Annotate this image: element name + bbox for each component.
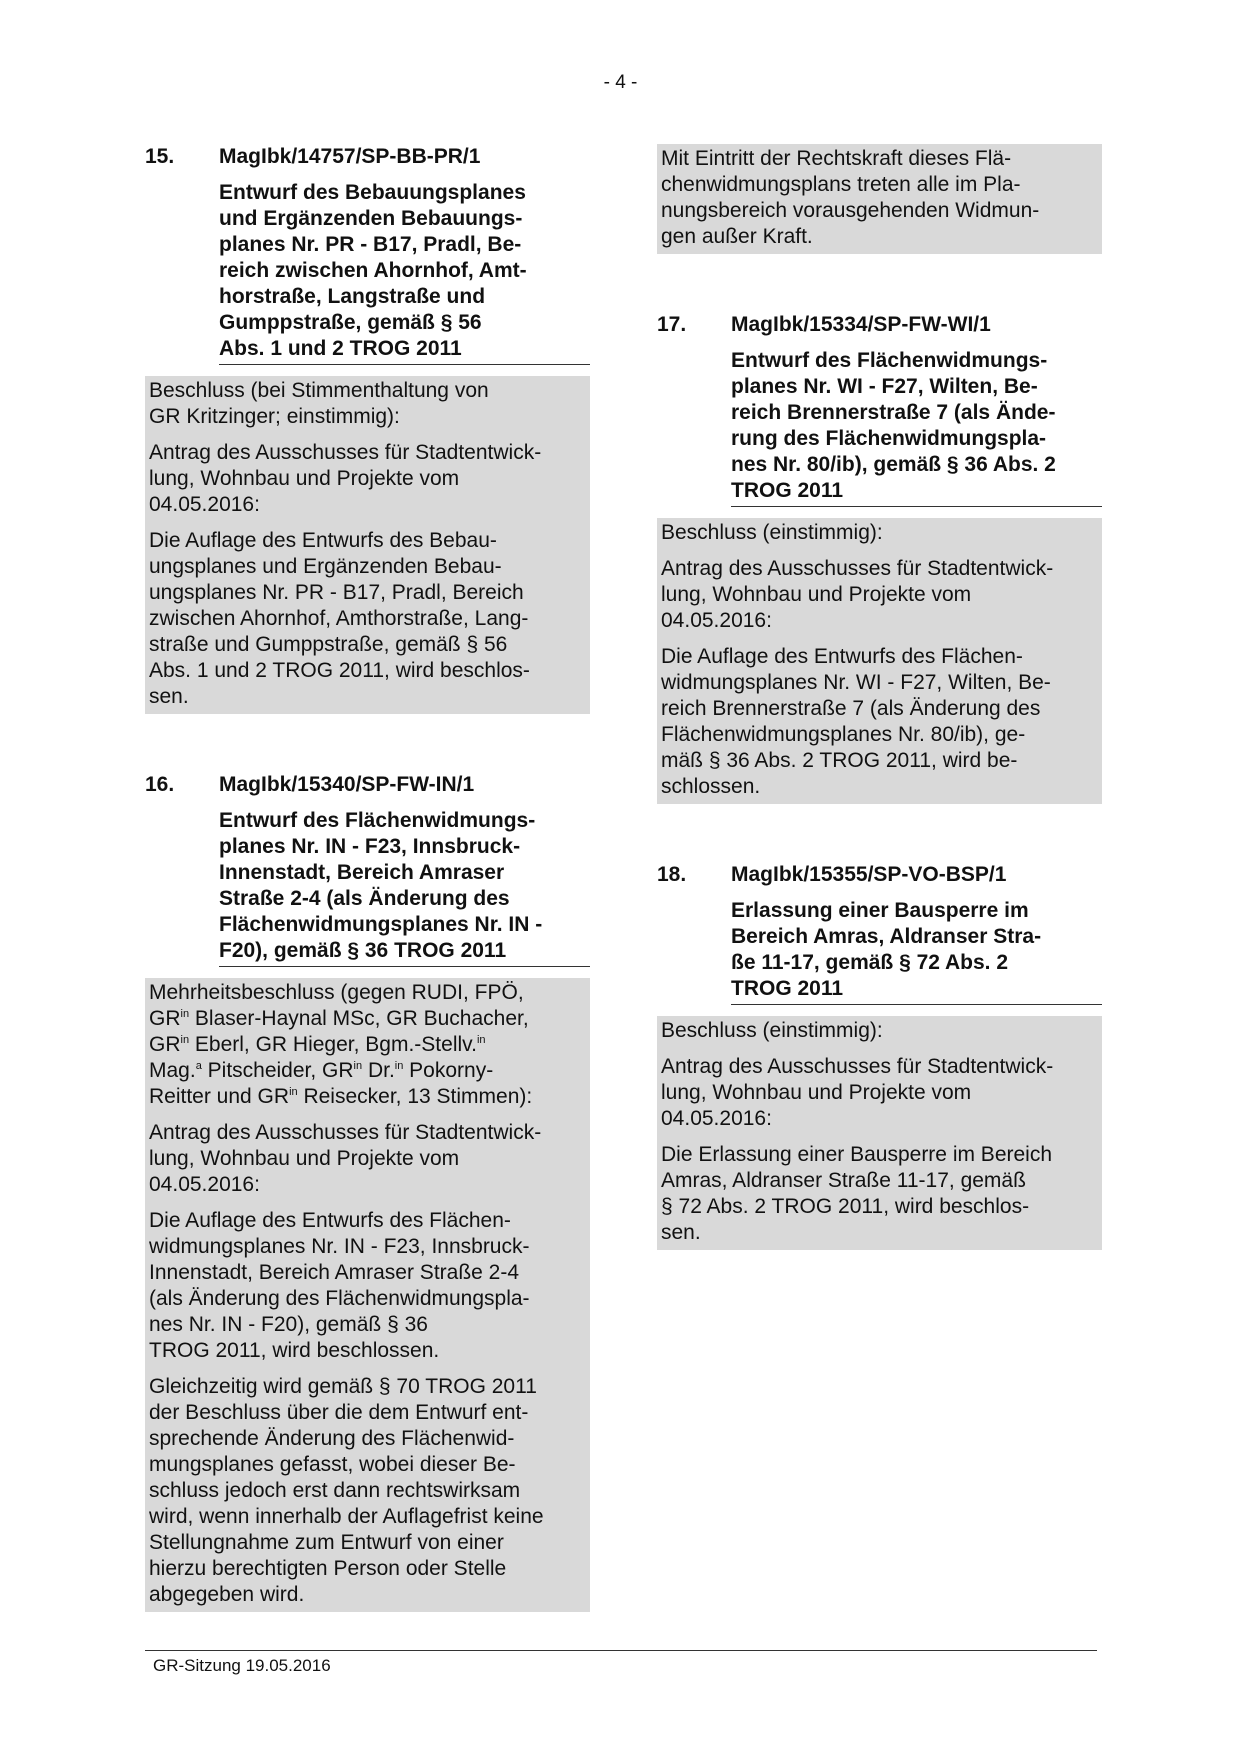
item-header: [657, 862, 1102, 888]
item-reference: MagIbk/15355/SP-VO-BSP/1: [731, 863, 1007, 886]
subject-line: TROG 2011: [731, 977, 844, 1000]
resolution-text: Die Auflage des Entwurfs des Bebau- ungsplanes und Ergänzenden Bebau- ungsplanes Nr. PR - B17, Pradl, Bereich zwischen Ahornhof, Amthorstraße, Lang- straße und Gumppstraße, gemäß § 56 Abs. 1 und 2 TROG 2011, wird beschlos- sen.: [149, 529, 530, 708]
subject-line: planes Nr. IN - F23, Innsbruck-: [219, 835, 521, 858]
agenda-item-16: [145, 772, 590, 1612]
resolution-text: Die Auflage des Entwurfs des Flächen- widmungsplanes Nr. WI - F27, Wilten, Be- reich Brennerstraße 7 (als Änderung des Flächenwidmungsplanes Nr. 80/ib), ge- mäß § 36 Abs. 2 TROG 2011, wird be- schlossen.: [661, 645, 1051, 798]
decision-box: [145, 978, 590, 1612]
subject-line: TROG 2011: [731, 479, 844, 502]
item-reference: MagIbk/15334/SP-FW-WI/1: [731, 313, 991, 336]
item-reference: MagIbk/14757/SP-BB-PR/1: [219, 145, 481, 168]
resolution-text: Die Auflage des Entwurfs des Flächen- widmungsplanes Nr. IN - F23, Innsbruck- Innenstadt, Bereich Amraser Straße 2-4 (als Änderung des Flächenwidmungspla- nes Nr. IN - F20), gemäß § 36 TROG 2011, wird beschlossen.: [149, 1209, 530, 1362]
item-number: 17.: [657, 313, 687, 336]
item-subject: [731, 348, 1102, 507]
item-reference: MagIbk/15340/SP-FW-IN/1: [219, 773, 475, 796]
motion-text: Antrag des Ausschusses für Stadtentwick- lung, Wohnbau und Projekte vom 04.05.2016:: [661, 557, 1054, 632]
item-subject: [731, 898, 1102, 1005]
subject-line: Entwurf des Bebauungsplanes: [219, 181, 526, 204]
decision-text: Beschluss (bei Stimmenthaltung von GR Kritzinger; einstimmig):: [149, 379, 489, 428]
footer-divider: [145, 1650, 1097, 1651]
item-number: 16.: [145, 773, 175, 796]
subject-line: Entwurf des Flächenwidmungs-: [219, 809, 536, 832]
agenda-item-18: [657, 862, 1102, 1250]
subject-line: reich zwischen Ahornhof, Amt-: [219, 259, 527, 282]
subject-line: rung des Flächenwidmungspla-: [731, 427, 1047, 450]
agenda-item-15: [145, 144, 590, 714]
subject-line: planes Nr. WI - F27, Wilten, Be-: [731, 375, 1038, 398]
item-subject: [219, 180, 590, 365]
subject-line: horstraße, Langstraße und: [219, 285, 486, 308]
decision-text: Mehrheitsbeschluss (gegen RUDI, FPÖ, $GR^{in}$ Blaser-Haynal MSc, GR Buchacher, $GR^{in}$ Eberl, GR Hieger, Bgm.-Stellv.$^{in}$ Mag.$^a$ Pitscheider, $GR^{in}$ Dr.$^{in}$ Pokorny- Reitter und $GR^{in}$ Reisecker, 13 Stimmen):: [149, 981, 533, 1108]
subject-line: planes Nr. PR - B17, Pradl, Be-: [219, 233, 522, 256]
subject-line: Entwurf des Flächenwidmungs-: [731, 349, 1048, 372]
footer-text: GR-Sitzung 19.05.2016: [153, 1656, 331, 1675]
subject-line: Gumppstraße, gemäß § 56: [219, 311, 482, 334]
right-column: [657, 144, 1102, 1250]
item-subject: [219, 808, 590, 967]
decision-text: Beschluss (einstimmig):: [661, 521, 883, 544]
subject-line: F20), gemäß § 36 TROG 2011: [219, 939, 507, 962]
item-header: [145, 772, 590, 798]
item-number: 15.: [145, 145, 175, 168]
decision-box: [145, 376, 590, 714]
motion-text: Antrag des Ausschusses für Stadtentwick- lung, Wohnbau und Projekte vom 04.05.2016:: [149, 441, 542, 516]
item-header: [657, 312, 1102, 338]
subject-line: Straße 2-4 (als Änderung des: [219, 887, 510, 910]
subject-line: Abs. 1 und 2 TROG 2011: [219, 337, 462, 360]
subject-line: Bereich Amras, Aldranser Stra-: [731, 925, 1042, 948]
subject-line: Innenstadt, Bereich Amraser: [219, 861, 505, 884]
continuation-text: Mit Eintritt der Rechtskraft dieses Flä- chenwidmungsplans treten alle im Pla- nungsbereich vorausgehenden Widmun- gen außer Kraft.: [661, 147, 1040, 248]
left-column: [145, 144, 590, 1612]
subject-line: Flächenwidmungsplanes Nr. IN -: [219, 913, 543, 936]
subject-line: nes Nr. 80/ib), gemäß § 36 Abs. 2: [731, 453, 1056, 476]
subject-line: Erlassung einer Bausperre im: [731, 899, 1029, 922]
decision-box: [657, 518, 1102, 804]
continuation-box: [657, 144, 1102, 254]
motion-text: Antrag des Ausschusses für Stadtentwick- lung, Wohnbau und Projekte vom 04.05.2016:: [661, 1055, 1054, 1130]
item-header: [145, 144, 590, 170]
subject-line: und Ergänzenden Bebauungs-: [219, 207, 523, 230]
page-number: - 4 -: [603, 72, 638, 93]
subject-line: ße 11-17, gemäß § 72 Abs. 2: [731, 951, 1009, 974]
agenda-item-17: [657, 312, 1102, 804]
resolution-text: Die Erlassung einer Bausperre im Bereich Amras, Aldranser Straße 11-17, gemäß § 72 Abs. 2 TROG 2011, wird beschlos- sen.: [661, 1143, 1053, 1244]
decision-box: [657, 1016, 1102, 1250]
additional-text: Gleichzeitig wird gemäß § 70 TROG 2011 der Beschluss über die dem Entwurf ent- sprechende Änderung des Flächenwid- mungsplanes gefasst, wobei dieser Be- schluss jedoch erst dann rechtswirksam wird, wenn innerhalb der Auflagefrist keine Stellungnahme zum Entwurf von einer hierzu berechtigten Person oder Stelle abgegeben wird.: [149, 1375, 544, 1606]
motion-text: Antrag des Ausschusses für Stadtentwick- lung, Wohnbau und Projekte vom 04.05.2016:: [149, 1121, 542, 1196]
decision-text: Beschluss (einstimmig):: [661, 1019, 883, 1042]
item-number: 18.: [657, 863, 687, 886]
subject-line: reich Brennerstraße 7 (als Ände-: [731, 401, 1056, 424]
